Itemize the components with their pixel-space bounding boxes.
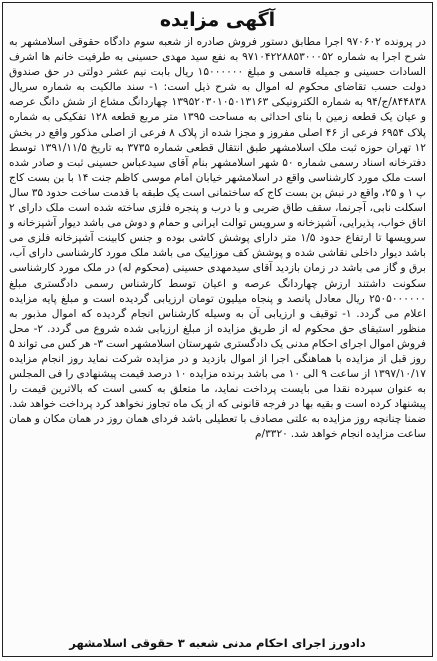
notice-signature: دادورز اجرای احکام مدنی شعبه ۳ حقوقی اسلامشهر <box>69 636 366 650</box>
notice-body: در پرونده ۹۷۰۶۰۲ اجرا مطابق دستور فروش صادره از شعبه سوم دادگاه حقوقی اسلامشهر به شرح اجرا به شماره ۹۷۱۰۴۲۲۸۸۵۳۰۰۰۵۲ به نفع سید مهدی حسینی به طرفیت خانم ها اشرف السادات حسینی و جمیله قاسمی و مبلغ ۱۵۰۰۰۰۰۰ ریال بابت نیم عشر دولتی در حق صندوق دولت حسب تقاضای محکوم له اموال به شرح ذیل است: ۱- سند مالکیت به شماره سریال ۸۴۴۸۳۸/ج/۹۴ به شماره الکترونیکی ۱۳۹۵۲۰۳۰۱۰۵۰۱۳۱۶۳ چهاردانگ مشاع از شش دانگ عرصه و عیان یک قطعه زمین با بنای احداثی به مساحت ۱۳۹۵ متر مربع قطعه ۱۲۸ تفکیکی به شماره پلاک ۶۹۵۴ فرعی از ۴۶ اصلی مفروز و مجزا شده از پلاک ۸ فرعی از اصلی مذکور واقع در بخش ۱۲ تهران حوزه ثبت ملک اسلامشهر طبق انتقال قطعی شماره ۳۷۳۵ به تاریخ ۱۳۹۱/۱۱/۵ توسط دفترخانه اسناد رسمی شماره ۵۰ شهر اسلامشهر بنام آقای سیدعباس حسینی ثبت و صادر شده است ملک مورد کارشناسی واقع در اسلامشهر خیابان امام موسی کاظم جنت ۱۴ با بن بست کاج پ ۱ و ۲۵، واقع در نبش بن بست کاج که ساختمانی است یک طبقه با قدمت ساخت حدود ۳۵ سال اسکلت نابی، آجرنما، سقف طاق ضربی و با درب و پنجره فلزی ساخته شده است ملک دارای ۲ اتاق خواب، پذیرایی، آشپزخانه و سرویس توالت ایرانی و حمام و دوش می باشد دیوار آشپزخانه و سرویسها تا ارتفاع حدود ۱/۵ متر دارای پوشش کاشی بوده و جنس کابینت آشپزخانه فلزی می باشد دیوار داخلی نقاشی شده و پوشش کف موزاییک می باشد ملک مورد کارشناسی دارای آب، برق و گاز می باشد در زمان بازدید آقای سیدمهدی حسینی (محکوم له) در ملک مورد کارشناسی سکونت داشتند ارزش چهاردانگ عرصه و اعیان توسط کارشناس رسمی دادگستری مبلغ ۲۵۰۵۰۰۰۰۰۰ ریال معادل پانصد و پنجاه میلیون تومان ارزیابی گردیده است و مبلغ پایه مزایده اعلام می گردد. ۱- توقیف و ارزیابی آن به وسیله کارشناس انجام گردیده که اموال مذبور به منظور استیفای حق محکوم له از طریق مزایده از مبلغ ارزیابی شده شروع می گردد. ۲- محل فروش اموال اجرای احکام مدنی یک دادگستری شهرستان اسلامشهر است ۳- هر کس می تواند ۵ روز قبل از مزایده با هماهنگی اجرا از اموال بازدید و در مزایده شرکت نماید روز انجام مزایده ۱۳۹۷/۱۰/۱۷ از ساعت ۹ الی ۱۰ می باشد برنده مزایده ۱۰ درصد قیمت پیشنهادی را فی المجلس به عنوان سپرده نقدا می بایست پرداخت نماید، ما متعلق به کسی است که بالاترین قیمت را پیشنهاد کرده است و بقیه بها در فرجه قانونی که از یک ماه تجاوز نخواهد کرد پرداخت خواهد شد. ضمنا چنانچه روز مزایده به علتی مصادف با تعطیلی باشد فردای همان روز در همان مکان و همان ساعت مزایده انجام خواهد شد. ۳۳۲۰/م <box>9 36 427 441</box>
auction-notice <box>2 2 433 657</box>
notice-title: آگهی مزایده <box>159 9 276 31</box>
